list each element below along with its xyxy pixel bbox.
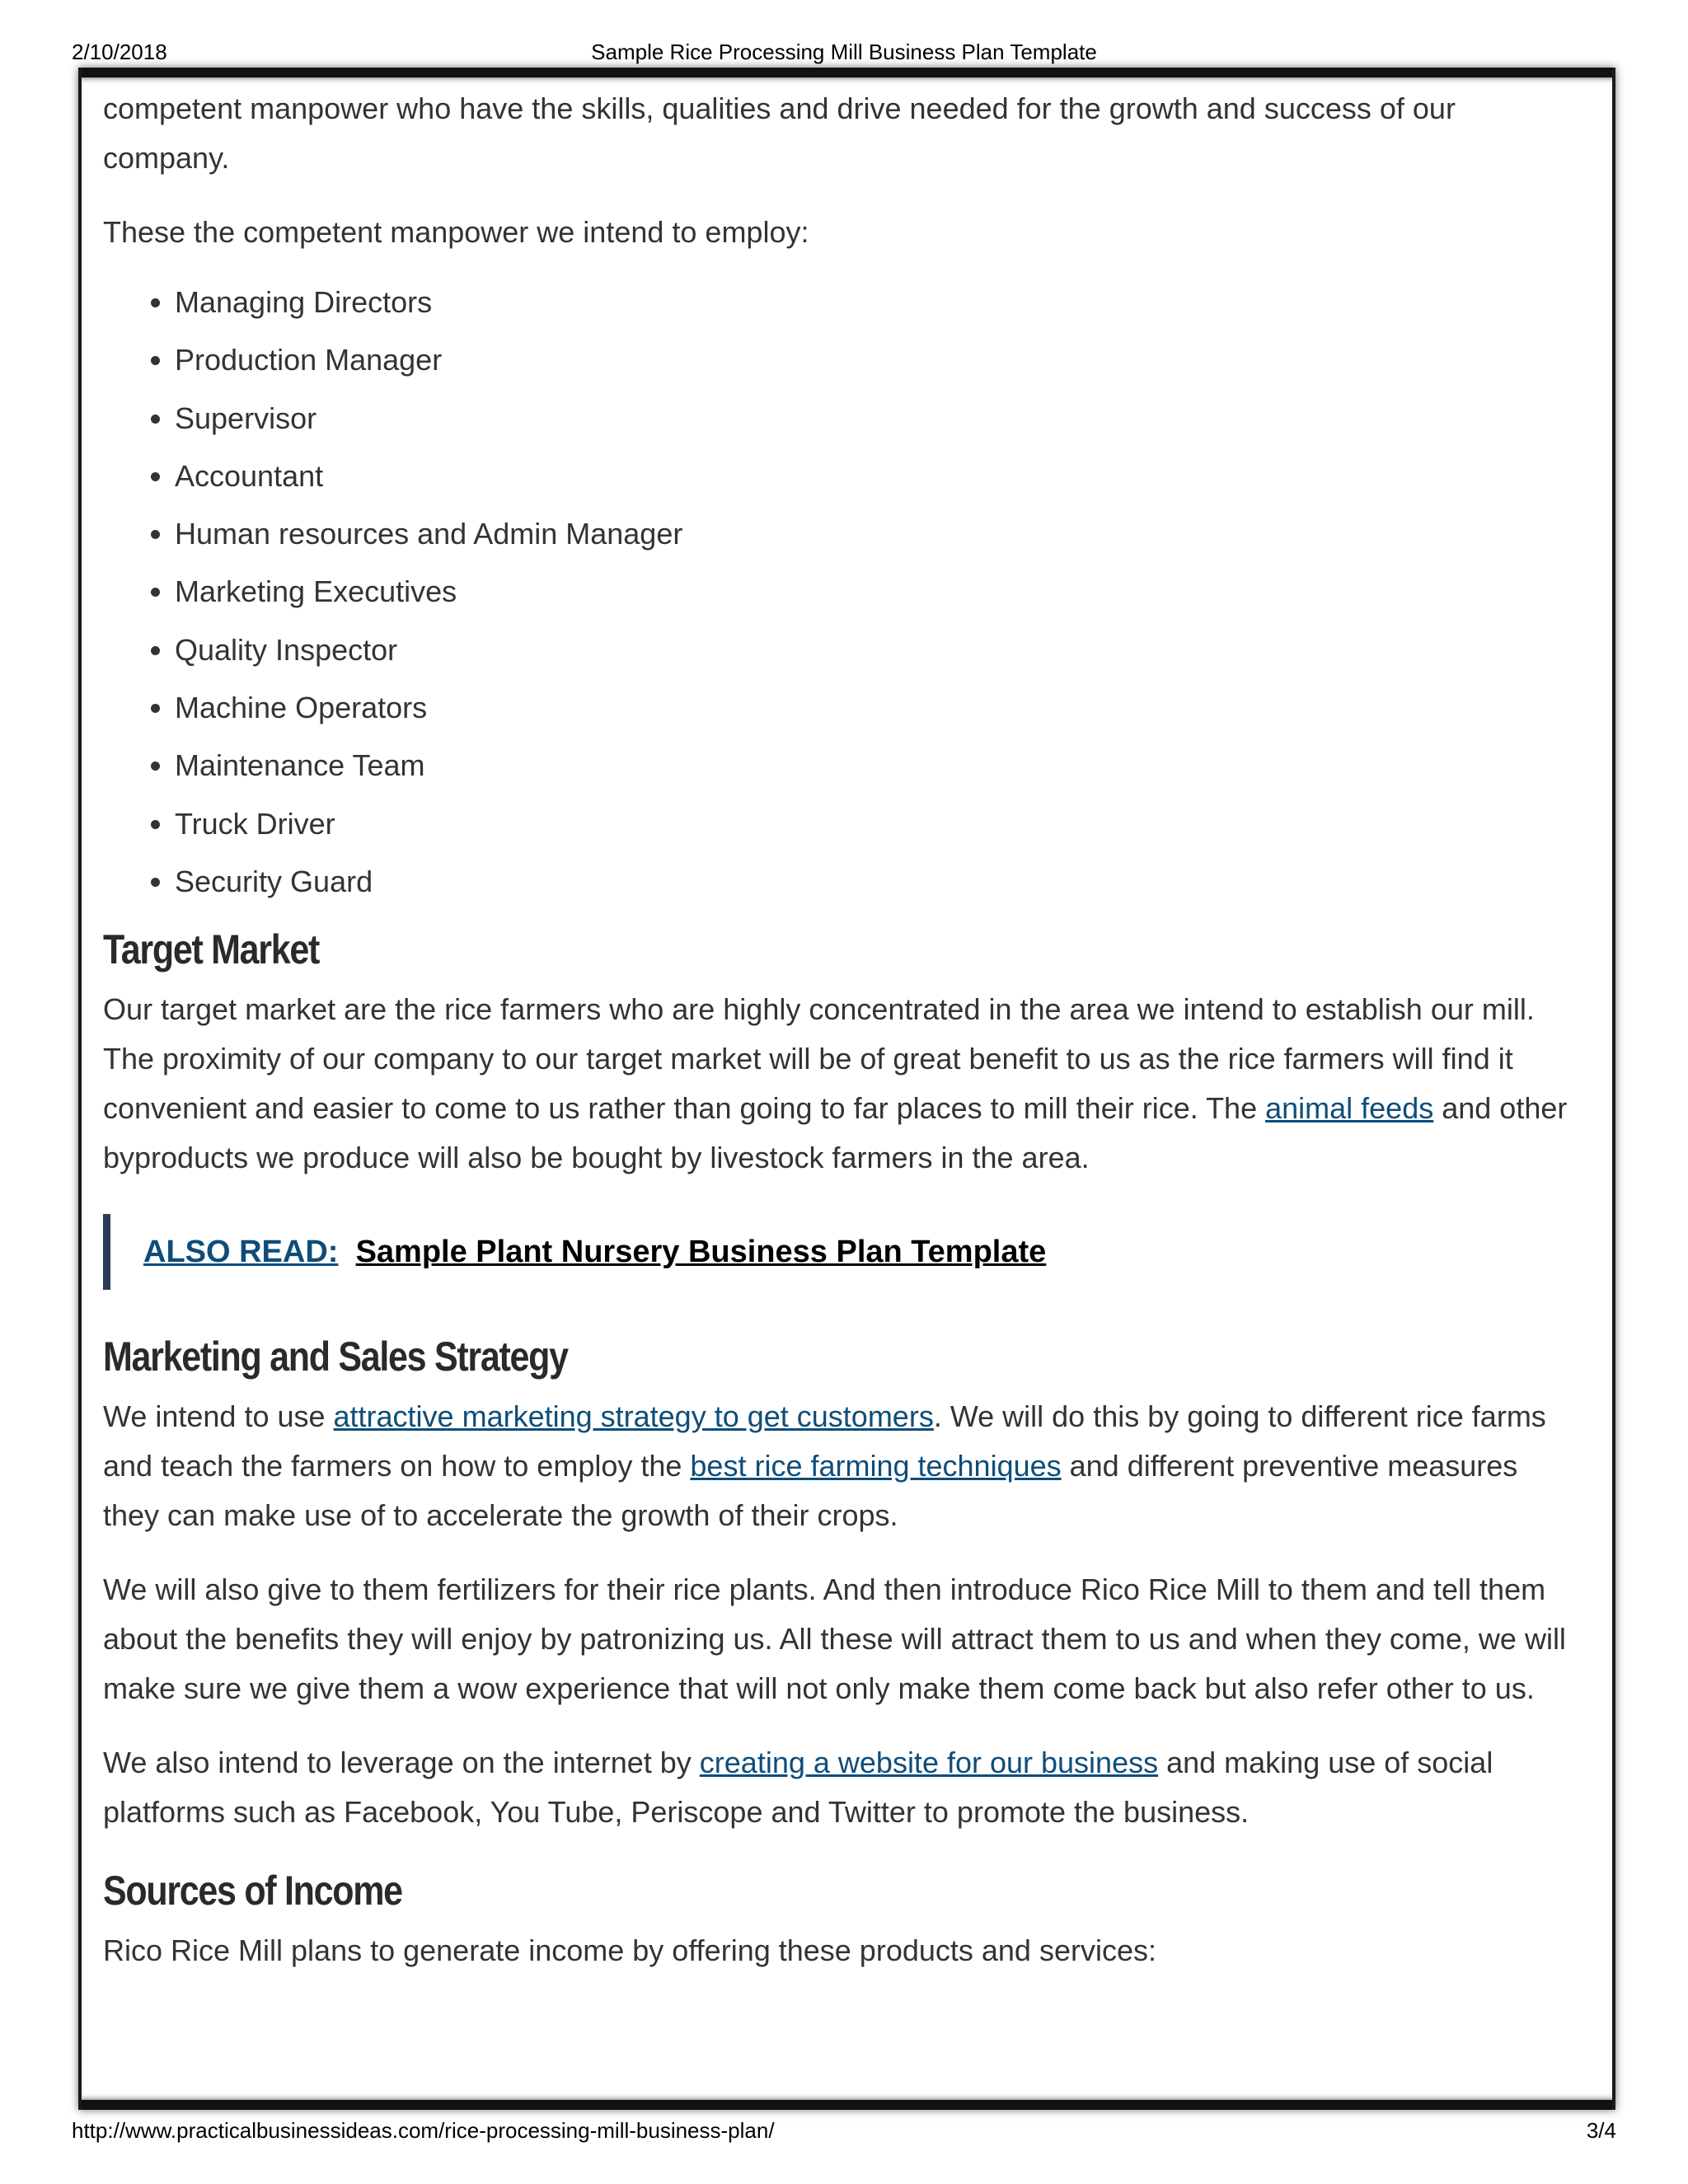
list-item: • Machine Operators bbox=[175, 687, 1579, 729]
marketing-heading: Marketing and Sales Strategy bbox=[103, 1333, 568, 1380]
marketing-paragraph-3 bbox=[103, 1738, 1579, 1837]
farming-techniques-link[interactable]: best rice farming techniques bbox=[690, 1448, 1062, 1483]
list-item: • Production Manager bbox=[175, 340, 1579, 381]
text-segment: We also intend to leverage on the internet by bbox=[103, 1745, 700, 1779]
list-item: • Security Guard bbox=[175, 861, 1579, 902]
list-item: • Marketing Executives bbox=[175, 571, 1579, 612]
marketing-strategy-link[interactable]: attractive marketing strategy to get customers bbox=[333, 1399, 934, 1433]
list-item: • Maintenance Team bbox=[175, 745, 1579, 786]
print-date: 2/10/2018 bbox=[72, 40, 167, 64]
print-footer bbox=[72, 2118, 1616, 2146]
staff-list bbox=[103, 282, 1579, 902]
list-item: • Managing Directors bbox=[175, 282, 1579, 323]
list-item: • Accountant bbox=[175, 456, 1579, 497]
list-item: • Quality Inspector bbox=[175, 630, 1579, 671]
print-title: Sample Rice Processing Mill Business Plan Template bbox=[591, 40, 1097, 64]
marketing-paragraph-2: We will also give to them fertilizers for their rice plants. And then introduce Rico Rice Mill to them and tell them about the benefits they will enjoy by patronizing us. All these will attract them to us and when they come, we will make sure we give them a wow experience that will not only make them come back but also refer other to us. bbox=[103, 1572, 1566, 1705]
article-content bbox=[103, 84, 1579, 2000]
also-read-link[interactable]: Sample Plant Nursery Business Plan Template bbox=[355, 1234, 1047, 1269]
print-header bbox=[72, 40, 1616, 68]
marketing-paragraph-1 bbox=[103, 1392, 1579, 1540]
income-paragraph: Rico Rice Mill plans to generate income by offering these products and services: bbox=[103, 1933, 1156, 1967]
text-segment: and other byproducts we produce will also be bought by livestock farmers in the area. bbox=[103, 1090, 1568, 1174]
text-segment: and making use of social platforms such as Facebook, You Tube, Periscope and Twitter to promote the business. bbox=[103, 1745, 1493, 1829]
target-market-paragraph bbox=[103, 985, 1579, 1183]
animal-feeds-link[interactable]: animal feeds bbox=[1265, 1090, 1434, 1125]
page-number: 3/4 bbox=[1586, 2118, 1616, 2143]
list-item: • Supervisor bbox=[175, 398, 1579, 439]
text-segment: We intend to use bbox=[103, 1399, 334, 1433]
income-heading: Sources of Income bbox=[103, 1867, 402, 1914]
intro-lead: These the competent manpower we intend to employ: bbox=[103, 215, 809, 249]
target-market-heading: Target Market bbox=[103, 926, 320, 972]
list-item: • Truck Driver bbox=[175, 804, 1579, 845]
print-url: http://www.practicalbusinessideas.com/rice-processing-mill-business-plan/ bbox=[72, 2118, 775, 2143]
page-frame bbox=[78, 68, 1615, 2110]
create-website-link[interactable]: creating a website for our business bbox=[699, 1745, 1159, 1779]
text-segment: . We will do this by going to different rice farms and teach the farmers on how to employ the bbox=[103, 1399, 1546, 1483]
text-segment: Our target market are the rice farmers who are highly concentrated in the area we intend to establish our mill. The proximity of our company to our target market will be of great benefit to us as the rice farmers will find it convenient and easier to come to us rather than going to far places to mill their rice. The bbox=[103, 991, 1535, 1125]
intro-continuation: competent manpower who have the skills, qualities and drive needed for the growth and success of our company. bbox=[103, 91, 1456, 175]
list-item: • Human resources and Admin Manager bbox=[175, 513, 1579, 555]
also-read-label[interactable]: ALSO READ: bbox=[143, 1234, 339, 1269]
also-read-callout bbox=[103, 1214, 1579, 1290]
text-segment: and different preventive measures they can make use of to accelerate the growth of their crops. bbox=[103, 1448, 1518, 1532]
